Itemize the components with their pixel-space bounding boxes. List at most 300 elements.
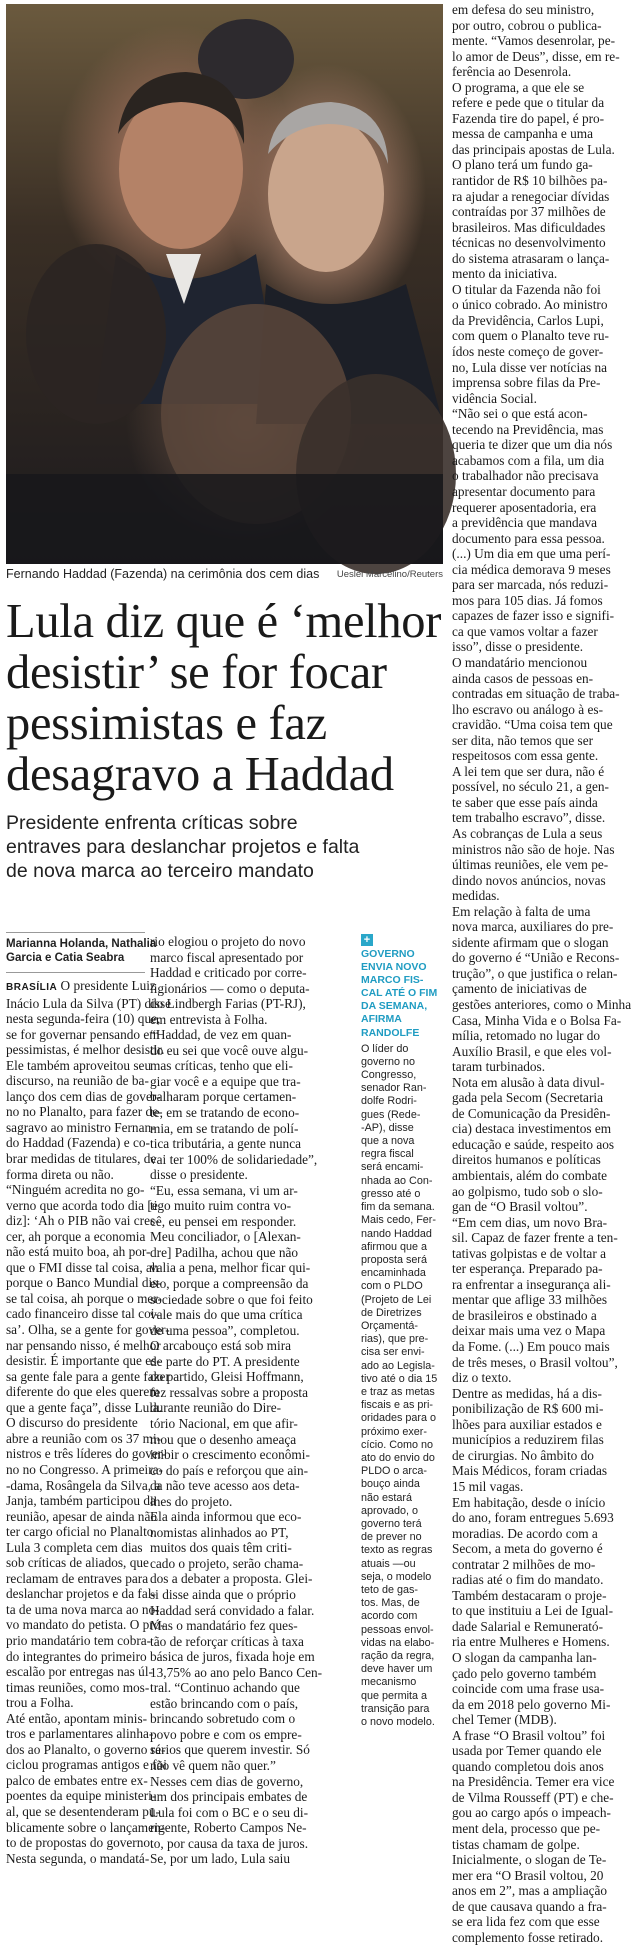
text-line: de prever no [361, 1531, 422, 1544]
text-line: deslanchar projetos e da fal- [6, 1586, 156, 1602]
text-line: nar pensando nisso, é melhor [6, 1337, 161, 1353]
text-line: governo no [361, 1055, 416, 1068]
text-line: escalão por entregas nas úl- [6, 1664, 153, 1680]
text-line: municípios a reduzirem filas [452, 1432, 604, 1448]
text-line: complemento fosse retirado. [452, 1929, 604, 1945]
text-line: fim da semana. [361, 1201, 435, 1214]
text-line: Secom, a meta do governo é [452, 1541, 603, 1557]
text-line: fez ressalvas sobre a proposta [150, 1384, 309, 1400]
text-line: povo pobre e com os empre- [150, 1726, 302, 1742]
text-line: isso”, disse o presidente. [452, 639, 584, 655]
text-line: cisa ser envi- [361, 1346, 425, 1359]
text-line: ministros não são de hoje. Nas [452, 841, 615, 857]
text-line: “Não sei o que está acon- [452, 406, 588, 422]
text-line: que permita a [361, 1689, 428, 1702]
text-line: ambientais, além do combate [452, 1168, 608, 1184]
text-line: sa gente fale para a gente fazer [6, 1368, 170, 1384]
text-line: deixar mais uma vez o Mapa [452, 1323, 606, 1339]
text-line: da em 2018 pelo governo Mi- [452, 1696, 611, 1712]
text-line: requerer aposentadoria, era [452, 499, 597, 515]
text-line: um dos principais embates de [150, 1789, 308, 1805]
text-line: disse o presidente. [150, 1167, 248, 1183]
subheadline-line: de nova marca ao terceiro mandato [6, 860, 314, 882]
text-line: nistros e três líderes do gover- [6, 1446, 167, 1462]
text-line: será encami- [361, 1161, 424, 1174]
byline-line: Marianna Holanda, Nathalia [6, 938, 157, 950]
text-line: “Ninguém acredita no go- [6, 1182, 145, 1198]
text-line: Nesses cem dias de governo, [150, 1773, 304, 1789]
text-line: gou ao cargo após o impeach- [452, 1805, 611, 1821]
text-line: ainda casos de pessoas en- [452, 670, 594, 686]
text-line: quando completou dois anos [452, 1758, 604, 1774]
text-line: de Diretrizes [361, 1306, 422, 1319]
text-line: cício. Como no [361, 1438, 434, 1451]
text-line: na Presidência. Temer era vice [452, 1774, 615, 1790]
text-line: 13,75% ao ano pelo Banco Cen- [150, 1664, 323, 1680]
text-line: com quem o Planalto teve ru- [452, 328, 609, 344]
text-line: DA SEMANA, [361, 1000, 428, 1013]
text-line: se tal coisa, ah porque o mer- [6, 1290, 162, 1306]
text-line: que a gente faça”, disse Lula. [6, 1399, 163, 1415]
text-line: O arcabouço está sob mira [150, 1338, 292, 1354]
photo-caption: Fernando Haddad (Fazenda) na cerimônia dos cem dias [6, 567, 320, 581]
text-line: tecendo na Previdência, mas [452, 421, 604, 437]
text-line: Dentre as medidas, há a dis- [452, 1385, 602, 1401]
text-line: proposta será [361, 1253, 428, 1266]
text-line: A frase “O Brasil voltou” foi [452, 1727, 606, 1743]
text-line: o novo modelo. [361, 1716, 435, 1729]
text-line: radias até o fim do mandato. [452, 1572, 604, 1588]
text-line: ra ajudar a renegociar dívidas [452, 188, 610, 204]
text-line: ment dela, processo que pe- [452, 1820, 601, 1836]
text-line: cia médica demorava 9 meses [452, 561, 611, 577]
text-line: O mandatário mencionou [452, 654, 588, 670]
text-line: do ano, foram entregues 5.693 [452, 1510, 614, 1526]
text-line: to que instituiu a Lei de Igual- [452, 1603, 613, 1619]
text-line: tros e parlamentares alinha- [6, 1726, 154, 1742]
text-line: Mais cedo, Fer- [361, 1214, 436, 1227]
text-line: MARCO FIS- [361, 974, 424, 987]
text-line: mos para 105 dias. Já fomos [452, 592, 603, 608]
text-line: educação e saúde, respeito aos [452, 1136, 615, 1152]
text-line: de Vilma Rousseff (PT) e che- [452, 1789, 614, 1805]
text-line: coincide com uma frase usa- [452, 1681, 605, 1697]
text-line: senador Ran- [361, 1082, 427, 1095]
text-line: no, Lula disse ver notícias na [452, 359, 608, 375]
text-line: teto de gas- [361, 1583, 419, 1596]
text-line: A lei tem que ser dura, não é [452, 763, 605, 779]
text-line: documento para essa pessoa. [452, 530, 605, 546]
text-line: Orçamentá- [361, 1319, 418, 1332]
text-line: te, em se tratando de econo- [150, 1105, 300, 1121]
photo-caption-row [6, 567, 443, 585]
text-line: abre a reunião com os 37 mi- [6, 1430, 162, 1446]
text-line: básica de juros, fixada hoje em [150, 1649, 315, 1665]
text-line: do governo é “União e Recons- [452, 950, 620, 966]
text-line: Se, por um lado, Lula saiu [150, 1851, 290, 1867]
text-line: ENVIA NOVO [361, 961, 427, 974]
text-line: brasileiros. Mas dificuldades [452, 219, 606, 235]
text-line: sários que querem investir. Só [150, 1742, 310, 1758]
text-line: dos ao Planalto, o governo re- [6, 1741, 166, 1757]
text-line: de brasileiros e obstinado a [452, 1307, 597, 1323]
text-line: lhes do projeto. [150, 1493, 233, 1509]
text-line: O titular da Fazenda não foi [452, 281, 601, 297]
text-line: ra enfrentar a insegurança ali- [452, 1276, 611, 1292]
text-line: governo terá [361, 1517, 422, 1530]
text-line: cado financeiro disse tal coi- [6, 1306, 159, 1322]
text-line: vale mais do que uma crítica [150, 1307, 303, 1323]
text-line: acabamos com a fila, um dia [452, 452, 605, 468]
headline-line: desagravo a Haddad [6, 748, 394, 801]
text-line: rantidor de R$ 10 bilhões pa- [452, 173, 608, 189]
text-line: Inácio Lula da Silva (PT) disse [6, 995, 172, 1011]
text-line: ado ao Legisla- [361, 1359, 435, 1372]
text-line: nando Haddad [361, 1227, 432, 1240]
text-line: tica tributária, a gente nunca [150, 1136, 301, 1152]
text-line: dre] Padilha, achou que não [150, 1244, 299, 1260]
text-line: durante reunião do Dire- [150, 1400, 282, 1416]
text-line: direitos humanos e políticas [452, 1152, 601, 1168]
text-line: sociedade sobre o que foi feito [150, 1291, 313, 1307]
text-line: gada pela Secom (Secretaria [452, 1090, 603, 1106]
text-line: çado pelo governo também [452, 1665, 597, 1681]
text-line: não vê quem não quer.” [150, 1757, 276, 1773]
text-line: Nota em alusão à data divul- [452, 1074, 605, 1090]
text-line: Em relação à falta de uma [452, 903, 591, 919]
text-line: cia) destaca investimentos em [452, 1121, 612, 1137]
text-line: timas reuniões, como mos- [6, 1679, 150, 1695]
text-line: anos em 2”, mas a ampliação [452, 1883, 608, 1899]
text-line: poentes da equipe ministeri- [6, 1788, 157, 1804]
headline-line: Lula diz que é ‘melhor [6, 595, 442, 648]
text-line: contradas em situação de traba- [452, 686, 620, 702]
text-line: balharam porque certamen- [150, 1089, 297, 1105]
text-line: tativas golpistas e de voltar a [452, 1245, 606, 1261]
text-line: Ela ainda informou que eco- [150, 1509, 302, 1525]
text-line: Inicialmente, o slogan de Te- [452, 1852, 607, 1868]
text-line: Nesta segunda, o mandatá- [6, 1850, 150, 1866]
text-line: de três meses, o Brasil voltou”, [452, 1354, 618, 1370]
text-line: verno que acorda todo dia [e [6, 1197, 158, 1213]
text-line: gresso até o [361, 1187, 421, 1200]
text-line: não está muito boa, ah por- [6, 1244, 151, 1260]
text-line: o trabalhador não precisava [452, 468, 599, 484]
text-line: nhada ao Con- [361, 1174, 433, 1187]
text-line: possível, no século 21, a gen- [452, 779, 609, 795]
text-line: 15 mil vagas. [452, 1478, 524, 1494]
text-line: apresentar documento para [452, 483, 596, 499]
text-line: capazes de fazer isso e signifi- [452, 608, 615, 624]
text-line: mento da iniciativa. [452, 266, 558, 282]
text-line: sil. Capaz de fazer frente a ten- [452, 1230, 618, 1246]
text-line: que a nova [361, 1135, 415, 1148]
text-line: lhões para auxiliar estados e [452, 1416, 602, 1432]
text-line: ao golpismo, tudo sob o slo- [452, 1183, 603, 1199]
text-line: RANDOLFE [361, 1026, 420, 1039]
text-line: ato do envio do [361, 1451, 435, 1464]
text-line: da não teve acesso aos deta- [150, 1478, 300, 1494]
article-line: BRASÍLIA O presidente Luiz [6, 978, 156, 993]
text-line: (...) Um dia em que uma perí- [452, 546, 611, 562]
text-line: refere e pede que o titular da [452, 95, 605, 111]
text-line: regra fiscal [361, 1148, 414, 1161]
text-line: forma direta ou não. [6, 1166, 114, 1182]
text-line: al, que se desentenderam pu- [6, 1803, 160, 1819]
text-line: Lula foi com o BC e o seu di- [150, 1804, 309, 1820]
text-line: PLDO o arca- [361, 1465, 428, 1478]
text-line: palco de embates entre ex- [6, 1772, 148, 1788]
text-line: de parte do PT. A presidente [150, 1353, 300, 1369]
text-line: Até então, apontam minis- [6, 1710, 148, 1726]
text-line: sidente afirmam que o slogan [452, 934, 609, 950]
text-line: do Haddad (Fazenda) e co- [6, 1135, 150, 1151]
text-line: gestões anteriores, como o Minha [452, 997, 631, 1012]
text-line: não estará [361, 1491, 413, 1504]
text-line: O programa, a que ele se [452, 79, 585, 95]
text-line: Janja, também participou da [6, 1493, 156, 1509]
text-line: do partido, Gleisi Hoffmann, [150, 1369, 304, 1385]
text-line: taram turbinados. [452, 1059, 546, 1075]
text-line: de que causava quando a fra- [452, 1898, 607, 1914]
text-line: cravidão. “Uma coisa tem que [452, 717, 613, 733]
text-line: lo amor de Deus”, disse, em re- [452, 48, 620, 64]
text-line: GOVERNO [361, 948, 415, 960]
text-line: vidas na elabo- [361, 1636, 435, 1649]
text-line: ferência ao Desenrola. [452, 64, 572, 80]
text-line: vidência Social. [452, 390, 537, 406]
text-line: técnicas no desenvolvimento [452, 235, 606, 251]
text-line: imprensa sobre filas da Pre- [452, 375, 601, 391]
text-line: tral. “Continuo achando que [150, 1680, 300, 1696]
text-line: para ser marcada, nós reduzi- [452, 577, 609, 593]
text-line: da Fome. (...) Em pouco mais [452, 1339, 610, 1355]
text-line: “Haddad, de vez em quan- [150, 1027, 292, 1043]
text-line: por outro, cobrou o publica- [452, 17, 602, 33]
text-line: chel Temer (MDB). [452, 1712, 557, 1728]
text-line: mentar que aflige 33 milhões [452, 1292, 608, 1308]
text-line: Haddad será convidado a falar. [150, 1602, 315, 1618]
text-line: de uma pessoa”, completou. [150, 1322, 300, 1338]
text-line: oridades para o [361, 1412, 437, 1425]
text-line: respeitosos com essa gente. [452, 748, 599, 764]
text-line: cado o projeto, serão chama- [150, 1555, 304, 1571]
text-line: tão de reforçar críticas à taxa [150, 1633, 304, 1649]
text-line: discurso, na reunião de ba- [6, 1073, 149, 1089]
text-line: ter esperança. Preparado pa- [452, 1261, 603, 1277]
text-line: (Projeto de Lei [361, 1293, 432, 1306]
text-line: diferente do que eles querem [6, 1384, 160, 1400]
text-line: tório Nacional, em que afir- [150, 1415, 298, 1431]
text-line: nomistas alinhados ao PT, [150, 1524, 289, 1540]
byline-line: Garcia e Catia Seabra [6, 952, 125, 964]
text-line: Meu conciliador, o [Alexan- [150, 1229, 301, 1245]
text-line: queria te dizer que um dia nós [452, 437, 613, 453]
photo-illustration [6, 4, 443, 564]
sidebar-body [361, 1043, 445, 1730]
text-line: gan de “O Brasil voltou”. [452, 1199, 588, 1215]
text-line: to, por causa da taxa de juros. [150, 1835, 309, 1851]
sidebar-box [361, 934, 445, 1729]
text-line: ter cargo oficial no Planalto. [6, 1524, 157, 1540]
headline-line: pessimistas e faz [6, 697, 327, 750]
text-line: Casa, Minha Vida e o Bolsa Fa- [452, 1012, 622, 1028]
text-line: desistir. É importante que es- [6, 1353, 161, 1369]
text-line: brar medidas de titulares, de [6, 1151, 157, 1167]
text-line: vai ter 100% de solidariedade”, [150, 1151, 318, 1167]
text-line: O plano terá um fundo ga- [452, 157, 593, 173]
byline-rule-bottom [6, 972, 145, 973]
text-line: “Eu, essa semana, vi um ar- [150, 1182, 298, 1198]
article-column-1 [6, 978, 172, 1866]
text-line: pessimistas, é melhor desistir. [6, 1042, 165, 1058]
text-line: lho escravo ou análogo à es- [452, 701, 604, 717]
text-line: sa’. Olha, se a gente for gover- [6, 1322, 170, 1338]
text-line: As cobranças de Lula a seus [452, 825, 603, 841]
text-line: o único cobrado. Ao ministro [452, 297, 608, 313]
text-line: bouço ainda [361, 1478, 420, 1491]
text-line: da Previdência, Carlos Lupi, [452, 312, 604, 328]
text-line: deve haver um [361, 1663, 433, 1676]
text-line: eto, porque a compreensão da [150, 1276, 309, 1292]
text-line: no no Planalto, para fazer de- [6, 1104, 163, 1120]
text-line: gues (Rede- [361, 1108, 421, 1121]
text-line: -dama, Rosângela da Silva, a [6, 1477, 161, 1493]
text-line: sob críticas de aliados, que [6, 1555, 149, 1571]
text-line: CAL ATÉ O FIM [361, 987, 438, 1000]
text-line: marco fiscal apresentado por [150, 949, 304, 965]
text-line: trução”, o que justifica o relan- [452, 965, 618, 981]
text-line: e traz as metas [361, 1385, 435, 1398]
text-line: próximo exer- [361, 1425, 427, 1438]
text-line: rias), que pre- [361, 1333, 429, 1346]
text-line: de cirurgias. No âmbito do [452, 1447, 594, 1463]
bylines [6, 937, 157, 965]
sidebar-heading [361, 948, 445, 1040]
text-line: Ele também aproveitou seu [6, 1057, 152, 1073]
text-line: do eu sei que você ouve algu- [150, 1042, 309, 1058]
text-line: atuais —ou [361, 1557, 416, 1570]
text-line: nesta segunda-feira (10) que, [6, 1011, 161, 1027]
text-line: rio elogiou o projeto do novo [150, 934, 306, 949]
text-line: sagravo ao ministro Fernan- [6, 1119, 156, 1135]
text-line: aprovado, o [361, 1504, 419, 1517]
text-line: contratar 2 milhões de mo- [452, 1556, 596, 1572]
text-line: do integrantes do primeiro [6, 1648, 147, 1664]
text-line: reclamam de entraves para [6, 1570, 149, 1586]
plus-icon: + [361, 934, 373, 946]
text-line: afirmou que a [361, 1240, 428, 1253]
text-line: tos. Mas, de [361, 1597, 420, 1610]
text-line: co do país e reforçou que ain- [150, 1462, 309, 1478]
text-line: se era lida fez com que esse [452, 1914, 600, 1930]
text-line: trou a Folha. [6, 1695, 74, 1711]
text-line: texto as regras [361, 1544, 433, 1557]
text-line: ser dita, não temos que ser [452, 732, 594, 748]
text-line: cer, ah porque a economia [6, 1228, 146, 1244]
text-line: de Comunicação da Presidên- [452, 1105, 611, 1121]
text-line: tivo até o dia 15 [361, 1372, 438, 1385]
text-line: em defesa do seu ministro, [452, 2, 595, 17]
text-line: ca que vamos voltar a fazer [452, 623, 598, 639]
text-line: mília, retomado no lugar do [452, 1028, 601, 1044]
text-line: lanço dos cem dias de gover- [6, 1088, 161, 1104]
text-line: encaminhada [361, 1267, 426, 1280]
text-line: do sistema atrasaram o lança- [452, 250, 610, 266]
byline-rule [6, 932, 145, 933]
text-line: ciclou programas antigos e foi [6, 1757, 167, 1773]
photo-credit: Ueslei Marcelino/Reuters [336, 569, 443, 580]
text-line: dindo novos anúncios, novas [452, 872, 606, 888]
text-line: estão brincando com o país, [150, 1695, 299, 1711]
text-line: ta de uma nova marca ao no- [6, 1601, 160, 1617]
text-line: te saber que esse país ainda [452, 794, 598, 810]
text-line: usada por Temer quando ele [452, 1743, 602, 1759]
text-line: moradias. De acordo com a [452, 1525, 598, 1541]
text-line: reunião, apesar de ainda não [6, 1508, 157, 1524]
text-line: ponibilização de R$ 600 mi- [452, 1401, 604, 1417]
text-line: nova marca, auxiliares do pre- [452, 919, 614, 935]
text-line: dade Salarial e Remunerató- [452, 1618, 603, 1634]
text-line: acordo com [361, 1610, 418, 1623]
text-line: rigente, Roberto Campos Ne- [150, 1820, 307, 1836]
text-line: O líder do [361, 1042, 409, 1055]
text-line: blicamente sobre o lançamen- [6, 1819, 166, 1835]
dateline: BRASÍLIA [6, 982, 58, 993]
text-line: muitos dos quais têm criti- [150, 1540, 292, 1556]
text-line: Congresso, [361, 1069, 417, 1082]
text-line: dos a debater a proposta. Glei- [150, 1571, 313, 1587]
subheadline-line: Presidente enfrenta críticas sobre [6, 812, 298, 834]
text-line: ídos neste começo de gover- [452, 344, 604, 360]
text-line: “Em cem dias, um novo Bra- [452, 1214, 608, 1230]
text-line: a previdência que mandava [452, 515, 598, 531]
text-line: seja, o modelo [361, 1570, 432, 1583]
headline-line: desistir’ se for focar [6, 646, 387, 699]
text-line: com o PLDO [361, 1280, 423, 1293]
text-line: mou que o desenho ameaça [150, 1431, 297, 1447]
text-line: mecanismo [361, 1676, 417, 1689]
text-line: diz o texto. [452, 1370, 512, 1386]
headline [6, 596, 446, 800]
text-line: se for governar pensando em [6, 1026, 160, 1042]
text-line: transição para [361, 1702, 430, 1715]
text-line: mer era “O Brasil voltou, 20 [452, 1867, 604, 1883]
text-line: das principais apostas de Lula. [452, 141, 615, 157]
text-line: pessoas envol- [361, 1623, 434, 1636]
news-photo [6, 4, 443, 564]
article-column-4 [452, 2, 631, 1945]
text-line: Em habitação, desde o início [452, 1494, 606, 1510]
text-line: no no Congresso. A primeira- [6, 1461, 163, 1477]
text-line: inibir o crescimento econômi- [150, 1447, 310, 1463]
text-line: que o FMI disse tal coisa, ah [6, 1259, 159, 1275]
article-column-2 [150, 934, 355, 1867]
text-line: valia a pena, melhor ficar qui- [150, 1260, 311, 1276]
text-line: messa de campanha e uma [452, 126, 594, 142]
text-line: brincando sobretudo com o [150, 1711, 296, 1727]
text-line: ligionários — como o deputa- [150, 980, 310, 996]
text-line: giar você e a equipe que tra- [150, 1073, 301, 1089]
text-line: Também destacaram o proje- [452, 1587, 607, 1603]
text-line: çamento de iniciativas de [452, 981, 587, 997]
text-line: últimas reuniões, ele vem pe- [452, 857, 609, 873]
text-line: Haddad e criticado por corre- [150, 965, 307, 981]
text-line: Lula 3 completa cem dias [6, 1539, 143, 1555]
text-line: Auxílio Brasil, e que eles vol- [452, 1043, 612, 1059]
text-line: diz]: ‘Ah o PIB não vai cres- [6, 1213, 160, 1229]
text-line: prio mandatário tem cobra- [6, 1632, 152, 1648]
